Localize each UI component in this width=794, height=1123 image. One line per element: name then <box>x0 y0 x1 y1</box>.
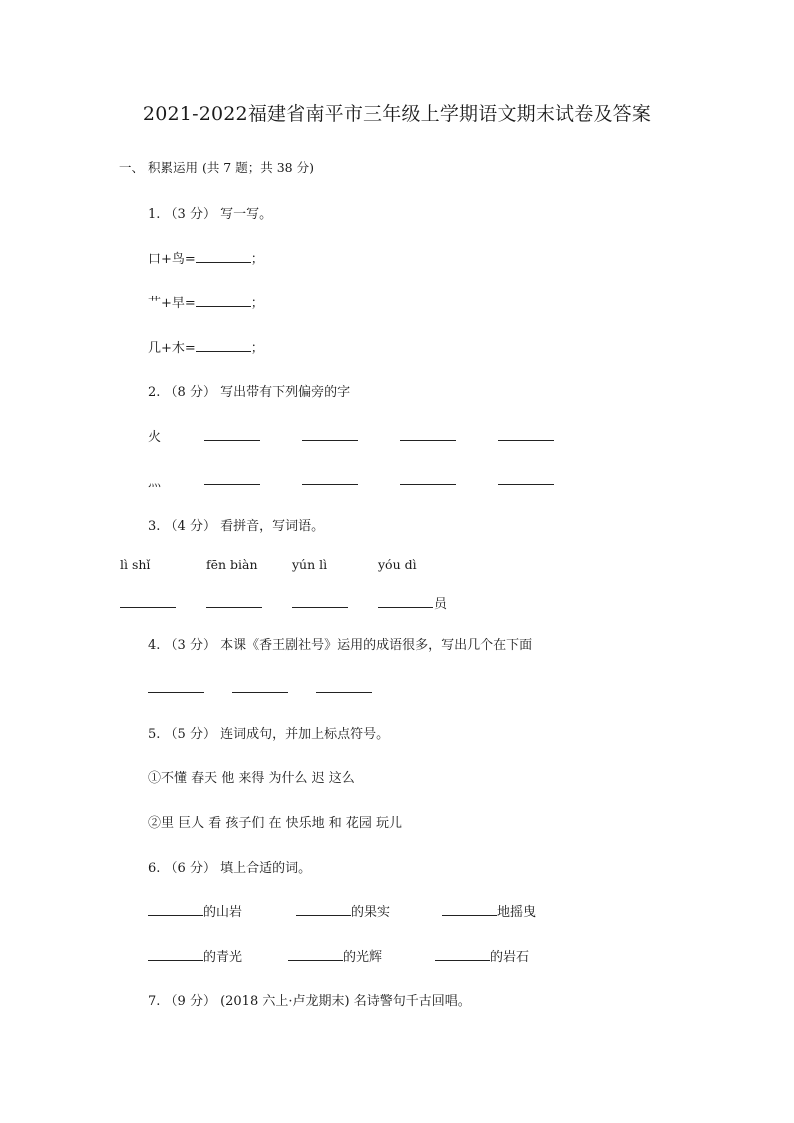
question-2-radical-2: 灬 <box>148 475 162 490</box>
q1-item-label: 艹+早= <box>148 296 196 311</box>
question-7-stem: 7. （9 分） (2018 六上·卢龙期末) 名诗警句千古回唱。 <box>148 994 471 1009</box>
q3-suffix: 员 <box>434 597 448 612</box>
answer-blank[interactable] <box>148 946 203 961</box>
q6-row1-item1 <box>148 901 242 920</box>
answer-blank[interactable] <box>302 484 358 485</box>
q6-phrase: 的果实 <box>351 905 391 920</box>
q1-item-end: ； <box>250 296 264 311</box>
question-6-stem: 6. （6 分） 填上合适的词。 <box>148 861 312 876</box>
question-5-line-2: ②里 巨人 看 孩子们 在 快乐地 和 花园 玩儿 <box>148 816 403 831</box>
answer-blank[interactable] <box>498 484 554 485</box>
answer-blank[interactable] <box>232 692 288 693</box>
pinyin-2: fēn biàn <box>206 557 258 572</box>
question-4-stem: 4. （3 分） 本课《香王剧社号》运用的成语很多，写出几个在下面 <box>148 638 533 653</box>
answer-blank[interactable] <box>148 901 203 916</box>
answer-blank[interactable] <box>498 440 554 441</box>
q6-row1-item3 <box>442 901 536 920</box>
answer-blank[interactable] <box>196 337 251 352</box>
q6-row1-item2 <box>296 901 390 920</box>
question-5-line-1: ①不懂 春天 他 来得 为什么 迟 这么 <box>148 771 355 786</box>
q1-item-label: 口+鸟= <box>148 252 196 267</box>
pinyin-4: yóu dì <box>378 557 417 572</box>
question-1-stem: 1. （3 分） 写一写。 <box>148 207 273 222</box>
question-1-item-2 <box>148 292 264 311</box>
pinyin-3: yún lì <box>292 557 328 572</box>
answer-blank[interactable] <box>196 292 251 307</box>
pinyin-1: lì shǐ <box>120 557 151 572</box>
answer-blank[interactable] <box>316 692 372 693</box>
question-1-item-1 <box>148 248 264 267</box>
question-2-stem: 2. （8 分） 写出带有下列偏旁的字 <box>148 385 351 400</box>
q1-item-end: ； <box>250 341 264 356</box>
answer-blank[interactable] <box>196 248 251 263</box>
question-2-radical-1: 火 <box>148 430 162 445</box>
answer-blank[interactable] <box>302 440 358 441</box>
q6-row2-item2 <box>288 946 382 965</box>
section-heading: 一、 积累运用 (共 7 题；共 38 分) <box>119 160 314 175</box>
q6-phrase: 地摇曳 <box>497 905 537 920</box>
q6-phrase: 的山岩 <box>203 905 243 920</box>
q6-phrase: 的岩石 <box>490 950 530 965</box>
q6-row2-item3 <box>435 946 529 965</box>
answer-blank[interactable] <box>148 692 204 693</box>
answer-blank[interactable] <box>292 607 348 608</box>
answer-blank[interactable] <box>206 607 262 608</box>
answer-blank[interactable] <box>288 946 343 961</box>
q6-phrase: 的青光 <box>203 950 243 965</box>
answer-blank[interactable] <box>400 440 456 441</box>
answer-blank[interactable] <box>296 901 351 916</box>
question-5-stem: 5. （5 分） 连词成句，并加上标点符号。 <box>148 727 390 742</box>
answer-blank[interactable] <box>442 901 497 916</box>
answer-blank[interactable] <box>378 607 433 608</box>
page-title: 2021-2022福建省南平市三年级上学期语文期末试卷及答案 <box>142 103 652 125</box>
q6-row2-item1 <box>148 946 242 965</box>
answer-blank[interactable] <box>204 440 260 441</box>
q1-item-label: 几+木= <box>148 341 196 356</box>
question-3-stem: 3. （4 分） 看拼音，写词语。 <box>148 519 325 534</box>
answer-blank[interactable] <box>400 484 456 485</box>
q6-phrase: 的光辉 <box>343 950 383 965</box>
answer-blank[interactable] <box>435 946 490 961</box>
q1-item-end: ； <box>250 252 264 267</box>
answer-blank[interactable] <box>204 484 260 485</box>
answer-blank[interactable] <box>120 607 176 608</box>
question-1-item-3 <box>148 337 264 356</box>
